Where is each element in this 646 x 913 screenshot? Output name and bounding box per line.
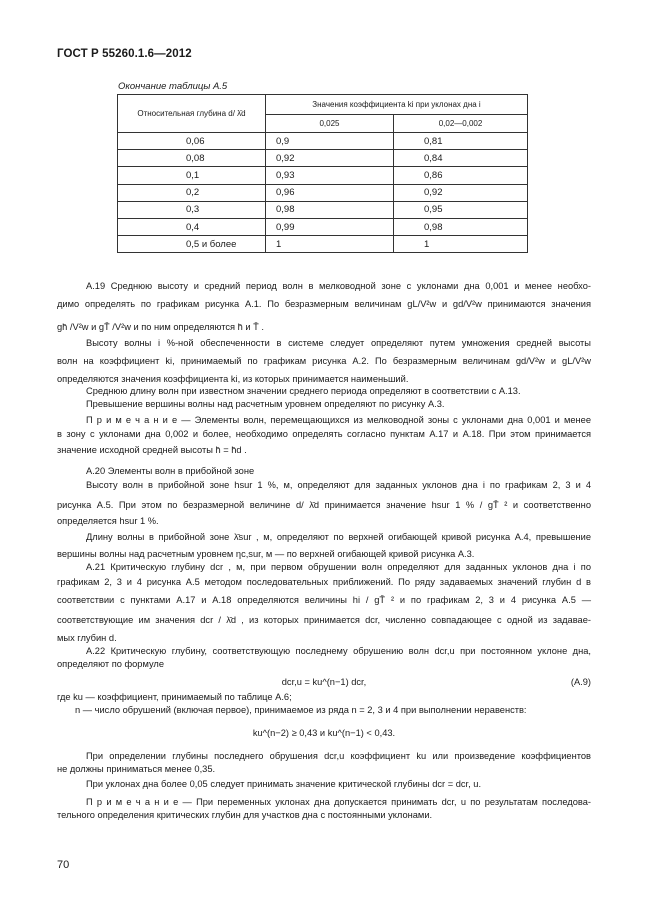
note-line: тельного определения критических глубин для участков дна с постоянными уклонами. bbox=[57, 810, 433, 820]
formula-a9-label: (А.9) bbox=[570, 677, 591, 687]
paragraph-line: мых глубин d. bbox=[57, 633, 117, 643]
table-cell: 0,86 bbox=[394, 167, 528, 184]
paragraph-line: вершины волны над расчетным уровнем ηc,sur, м — по верхней огибающей кривой рисунка А.3. bbox=[57, 549, 475, 559]
paragraph-line: где ku — коэффициент, принимаемый по таблице А.6; bbox=[57, 692, 292, 702]
table-header-depth: Относительная глубина d/ λ̄d bbox=[118, 95, 266, 133]
paragraph-line: волн на коэффициент ki, принимаемый по графикам рисунка А.2. По безразмерным величинам gd/V²w и gL/V²w bbox=[57, 356, 591, 366]
table-cell: 0,96 bbox=[266, 184, 394, 201]
table-cell: 0,81 bbox=[394, 133, 528, 150]
paragraph-line: рисунка А.5. При этом по безразмерной величине d/ λ̄d принимается значение hsur 1 % / gT̄ ² и соответственно bbox=[57, 500, 591, 510]
paragraph-line: А.21 Критическую глубину dcr , м, при первом обрушении волн определяют для заданных уклонов дна i по bbox=[86, 562, 591, 572]
table-row bbox=[118, 236, 528, 253]
table-cell: 0,95 bbox=[394, 201, 528, 218]
paragraph-line: Высоту волны i %-ной обеспеченности в системе следует определяют путем умножения средней высоты bbox=[86, 338, 591, 348]
table-row bbox=[118, 150, 528, 167]
paragraph-line: При определении глубины последнего обрушения dcr,u коэффициент ku или произведение коэффициентов bbox=[86, 751, 591, 761]
document-header: ГОСТ Р 55260.1.6—2012 bbox=[57, 48, 192, 60]
paragraph-line: Превышение вершины волны над расчетным уровнем определяют по рисунку А.3. bbox=[86, 399, 445, 409]
table-cell: 0,08 bbox=[118, 150, 266, 167]
table-cell: 0,98 bbox=[266, 201, 394, 218]
table-row bbox=[118, 218, 528, 235]
paragraph-line: димо определять по графикам рисунка А.1. По безразмерным величинам gL/V²w и gd/V²w принимаются значения bbox=[57, 299, 591, 309]
table-row bbox=[118, 201, 528, 218]
table-cell: 0,92 bbox=[266, 150, 394, 167]
table-cell: 0,4 bbox=[118, 218, 266, 235]
table-header-group: Значения коэффициента ki при уклонах дна i bbox=[266, 95, 528, 115]
paragraph-line: При уклонах дна более 0,05 следует принимать значение критической глубины dcr = dcr, u. bbox=[86, 779, 482, 789]
page-number: 70 bbox=[57, 859, 70, 871]
table-cell: 1 bbox=[266, 236, 394, 253]
section-heading: А.20 Элементы волн в прибойной зоне bbox=[86, 466, 255, 476]
table-caption: Окончание таблицы А.5 bbox=[118, 81, 228, 92]
paragraph-line: определяются значения коэффициента ki, из которых принимается наименьший. bbox=[57, 374, 409, 384]
table-cell: 0,92 bbox=[394, 184, 528, 201]
table-cell: 0,93 bbox=[266, 167, 394, 184]
note-line: значение исходной средней высоты h̄ = h̄d . bbox=[57, 445, 247, 455]
inequality-formula: ku^(n−2) ≥ 0,43 и ku^(n−1) < 0,43. bbox=[252, 728, 396, 738]
coefficient-table bbox=[117, 94, 528, 253]
paragraph-line: Высоту волн в прибойной зоне hsur 1 %, м, определяют для заданных уклонов дна i по графикам 2, 3 и 4 bbox=[86, 480, 591, 490]
table-cell: 0,3 bbox=[118, 201, 266, 218]
table-cell: 0,99 bbox=[266, 218, 394, 235]
table-subheader: 0,025 bbox=[266, 115, 394, 133]
table-cell: 0,1 bbox=[118, 167, 266, 184]
table-row bbox=[118, 184, 528, 201]
paragraph-line: соответствии с пунктами А.17 и А.18 определяются величины hi / gT̄ ² и по графикам 2, 3 и 4 рисунка А.5 — bbox=[57, 595, 591, 605]
formula-a9: dcr,u = ku^(n−1) dcr, bbox=[281, 677, 367, 687]
paragraph-line: А.19 Среднюю высоту и средний период волн в мелководной зоне с уклонами дна 0,001 и менее необхо- bbox=[86, 281, 591, 291]
table-cell: 0,2 bbox=[118, 184, 266, 201]
table-cell: 1 bbox=[394, 236, 528, 253]
paragraph-line: А.22 Критическую глубину, соответствующую последнему обрушению волн dcr,u при постоянном уклоне дна, bbox=[86, 646, 591, 656]
table-cell: 0,9 bbox=[266, 133, 394, 150]
table-cell: 0,06 bbox=[118, 133, 266, 150]
paragraph-line: не должны приниматься менее 0,35. bbox=[57, 764, 216, 774]
note-line: в зону с уклонами дна 0,002 и более, необходимо определять согласно пунктам А.17 и А.18. При этом принимается bbox=[57, 429, 591, 439]
paragraph-line: определяют по формуле bbox=[57, 659, 165, 669]
table-cell: 0,98 bbox=[394, 218, 528, 235]
paragraph-line: графикам 2, 3 и 4 рисунка А.5 методом последовательных приближений. По ряду задаваемых значений глубин d в bbox=[57, 577, 591, 587]
table-cell: 0,5 и более bbox=[118, 236, 266, 253]
note-line: П р и м е ч а н и е — При переменных уклонах дна допускается принимать dcr, u по результатам последова- bbox=[86, 797, 591, 807]
paragraph-line: определяется hsur 1 %. bbox=[57, 516, 159, 526]
paragraph-line: gh̄ /V²w и gT̄ /V²w и по ним определяются h̄ и T̄ . bbox=[57, 322, 265, 332]
paragraph-line: соответствующие им значения dcr / λ̄d , из которых принимается dcr, численно совпадающее с одной из задавае- bbox=[57, 615, 591, 625]
note-line: П р и м е ч а н и е — Элементы волн, перемещающихся из мелководной зоны с уклонами дна 0,001 и менее bbox=[86, 415, 591, 425]
table-subheader: 0,02—0,002 bbox=[394, 115, 528, 133]
paragraph-line: Длину волны в прибойной зоне λ̄sur , м, определяют по верхней огибающей кривой рисунка А.4, превышение bbox=[86, 532, 591, 542]
paragraph-line: Среднюю длину волн при известном значении среднего периода определяют в соответствии с А.13. bbox=[86, 386, 521, 396]
table-row bbox=[118, 133, 528, 150]
table-row bbox=[118, 167, 528, 184]
paragraph-line: n — число обрушений (включая первое), принимаемое из ряда n = 2, 3 и 4 при выполнении неравенств: bbox=[75, 705, 527, 715]
table-cell: 0,84 bbox=[394, 150, 528, 167]
